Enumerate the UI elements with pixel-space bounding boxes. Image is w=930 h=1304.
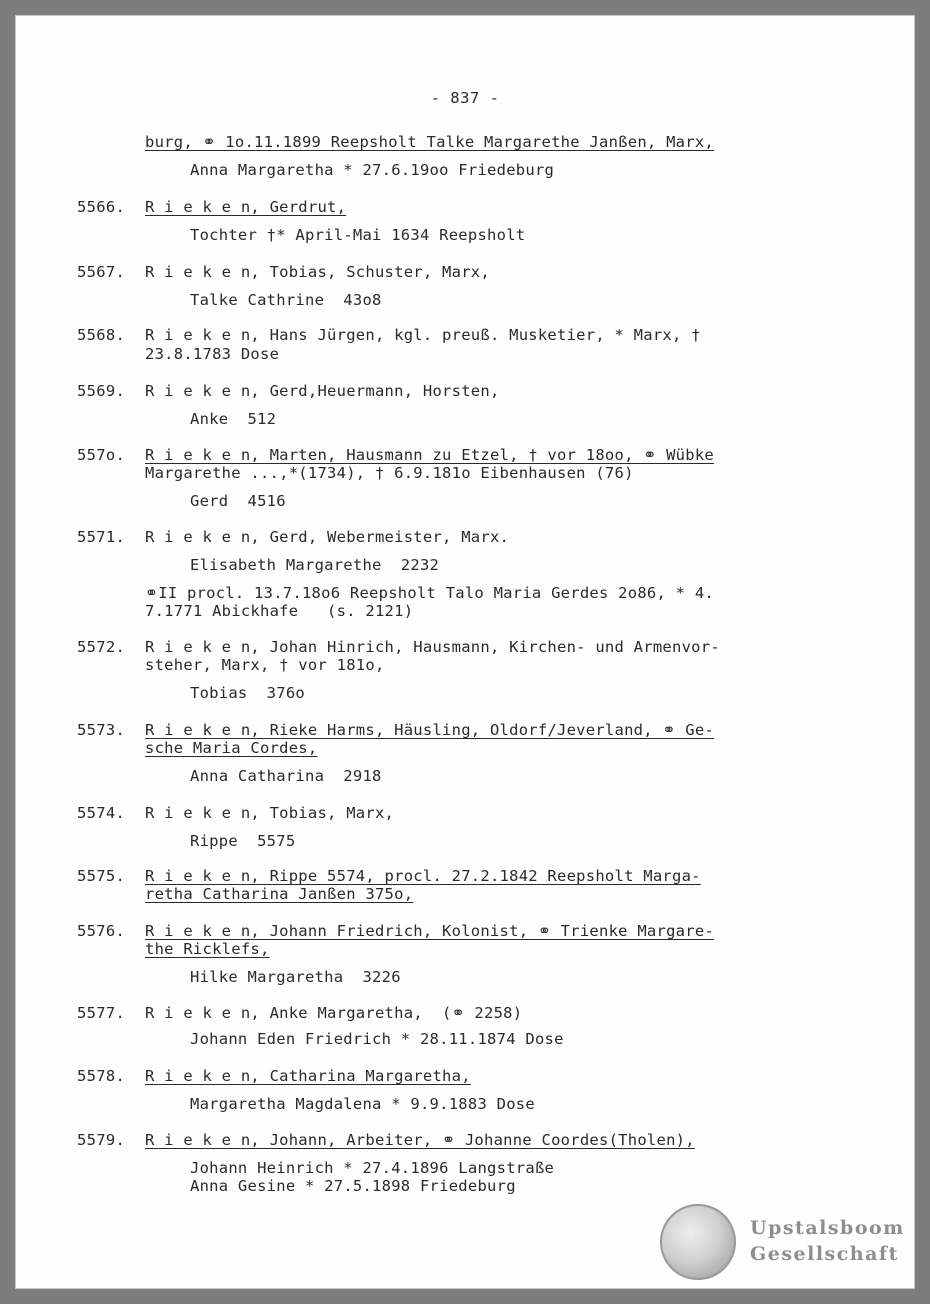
entry-number: 5568.: [77, 326, 126, 344]
entry-line: Johann Eden Friedrich * 28.11.1874 Dose: [190, 1030, 564, 1048]
entry-number: 5575.: [77, 867, 126, 885]
seal-logo-icon: [660, 1204, 736, 1280]
entry-line: Anna Gesine * 27.5.1898 Friedeburg: [190, 1177, 516, 1195]
entry-number: 5567.: [77, 263, 126, 281]
society-logo: [750, 1215, 905, 1267]
entry-heading: R i e k e n, Catharina Margaretha,: [145, 1067, 471, 1085]
entry-number: 5574.: [77, 804, 126, 822]
logo-line-1: Upstalsboom: [750, 1217, 905, 1239]
entry-number: 5571.: [77, 528, 126, 546]
entry-line: Hilke Margaretha 3226: [190, 968, 401, 986]
entry-heading: R i e k e n, Tobias, Marx,: [145, 804, 395, 822]
entry-number: 5569.: [77, 382, 126, 400]
entry-line: Anke 512: [190, 410, 277, 428]
entry-heading: R i e k e n, Marten, Hausmann zu Etzel, † vor 18oo, ⚭ Wübke: [145, 446, 714, 464]
entry-line: 7.1771 Abickhafe (s. 2121): [145, 602, 414, 620]
entry-line: Elisabeth Margarethe 2232: [190, 556, 440, 574]
document-page: [15, 15, 915, 1289]
entry-heading: R i e k e n, Tobias, Schuster, Marx,: [145, 263, 490, 281]
entry-number: 5576.: [77, 922, 126, 940]
entry-line: steher, Marx, † vor 181o,: [145, 656, 385, 674]
entry-line: Tobias 376o: [190, 684, 305, 702]
entry-line: Margaretha Magdalena * 9.9.1883 Dose: [190, 1095, 535, 1113]
entry-heading: R i e k e n, Johan Hinrich, Hausmann, Kirchen- und Armenvor-: [145, 638, 720, 656]
entry-heading: R i e k e n, Gerd,Heuermann, Horsten,: [145, 382, 500, 400]
continuation-line-2: Anna Margaretha * 27.6.19oo Friedeburg: [190, 161, 555, 179]
entry-number: 5566.: [77, 198, 126, 216]
entry-line: Johann Heinrich * 27.4.1896 Langstraße: [190, 1159, 555, 1177]
entry-line: 23.8.1783 Dose: [145, 345, 280, 363]
entry-number: 5579.: [77, 1131, 126, 1149]
entry-heading: R i e k e n, Anke Margaretha, (⚭ 2258): [145, 1004, 523, 1022]
continuation-line-1: burg, ⚭ 1o.11.1899 Reepsholt Talke Margarethe Janßen, Marx,: [145, 133, 714, 151]
entry-number: 5577.: [77, 1004, 126, 1022]
entry-number: 5578.: [77, 1067, 126, 1085]
entry-line: Gerd 4516: [190, 492, 286, 510]
entry-heading: R i e k e n, Gerd, Webermeister, Marx.: [145, 528, 510, 546]
entry-line: sche Maria Cordes,: [145, 739, 318, 757]
entry-heading: R i e k e n, Johann, Arbeiter, ⚭ Johanne Coordes(Tholen),: [145, 1131, 695, 1149]
entry-line: the Ricklefs,: [145, 940, 270, 958]
entry-number: 557o.: [77, 446, 126, 464]
entry-number: 5572.: [77, 638, 126, 656]
entry-line: Tochter †* April-Mai 1634 Reepsholt: [190, 226, 526, 244]
entry-number: 5573.: [77, 721, 126, 739]
entry-heading: R i e k e n, Rippe 5574, procl. 27.2.1842 Reepsholt Marga-: [145, 867, 701, 885]
entry-line: Anna Catharina 2918: [190, 767, 382, 785]
entry-heading: R i e k e n, Hans Jürgen, kgl. preuß. Musketier, * Marx, †: [145, 326, 701, 344]
logo-line-2: Gesellschaft: [750, 1243, 899, 1265]
entry-heading: R i e k e n, Rieke Harms, Häusling, Oldorf/Jeverland, ⚭ Ge-: [145, 721, 714, 739]
entry-line: Rippe 5575: [190, 832, 296, 850]
entry-heading: R i e k e n, Johann Friedrich, Kolonist, ⚭ Trienke Margare-: [145, 922, 714, 940]
entry-line: Talke Cathrine 43o8: [190, 291, 382, 309]
entry-line: Margarethe ...,*(1734), † 6.9.181o Eibenhausen (76): [145, 464, 634, 482]
page-number: - 837 -: [430, 89, 500, 107]
entry-heading: R i e k e n, Gerdrut,: [145, 198, 347, 216]
entry-line: ⚭II procl. 13.7.18o6 Reepsholt Talo Maria Gerdes 2o86, * 4.: [145, 584, 714, 602]
entry-line: retha Catharina Janßen 375o,: [145, 885, 414, 903]
